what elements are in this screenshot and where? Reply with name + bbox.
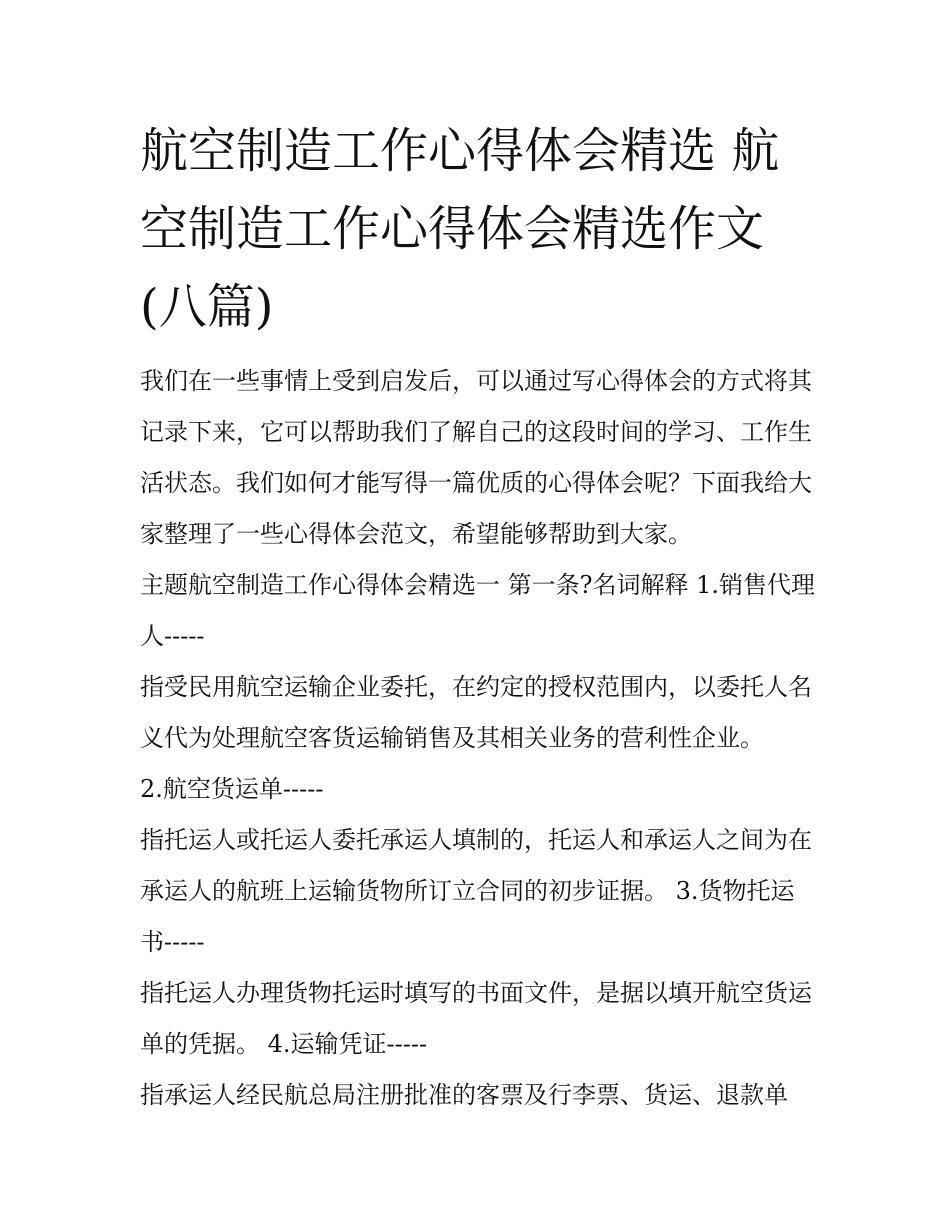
definition-paragraph: 指承运人经民航总局注册批准的客票及行李票、货运、退款单 bbox=[140, 1081, 788, 1109]
document-title: 航空制造工作心得体会精选 航空制造工作心得体会精选作文(八篇) bbox=[140, 123, 780, 335]
section-heading-paragraph: 主题航空制造工作心得体会精选一 第一条?名词解释 1.销售代理人----- bbox=[140, 571, 816, 650]
definition-paragraph: 指受民用航空运输企业委托，在约定的授权范围内，以委托人名义代为处理航空客货运输销售及其相关业务的营利性企业。 bbox=[140, 673, 812, 752]
term-heading: 2.航空货运单----- bbox=[140, 775, 324, 803]
document-body bbox=[140, 356, 820, 1121]
definition-paragraph: 指托运人或托运人委托承运人填制的，托运人和承运人之间为在承运人的航班上运输货物所订立合同的初步证据。 3.货物托运书----- bbox=[140, 826, 812, 956]
definition-paragraph: 指托运人办理货物托运时填写的书面文件，是据以填开航空货运单的凭据。 4.运输凭证----- bbox=[140, 979, 812, 1058]
intro-paragraph: 我们在一些事情上受到启发后，可以通过写心得体会的方式将其记录下来，它可以帮助我们了解自己的这段时间的学习、工作生活状态。我们如何才能写得一篇优质的心得体会呢？下面我给大家整理了一些心得体会范文，希望能够帮助到大家。 bbox=[140, 367, 812, 548]
